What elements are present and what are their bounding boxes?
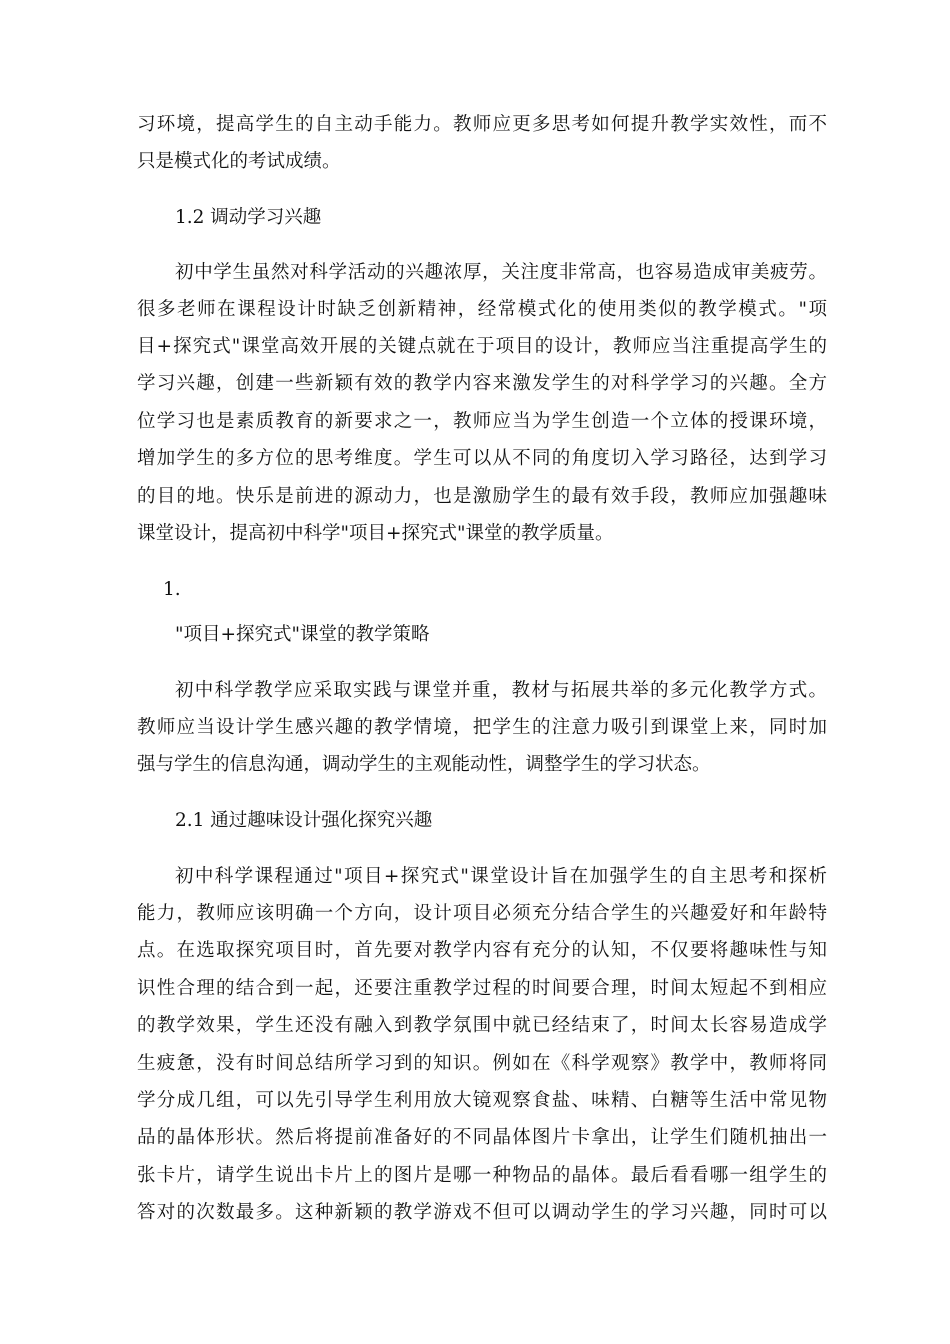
para-2-1-line-1: 初中科学课程通过"项目+探究式"课堂设计旨在加强学生的自主思考和探析 — [175, 866, 827, 887]
intro-line-2: 只是模式化的考试成绩。 — [137, 151, 341, 172]
para-1-2-line-5: 位学习也是素质教育的新要求之一，教师应当为学生创造一个立体的授课环境， — [137, 411, 827, 432]
heading-1-2: 1.2 调动学习兴趣 — [175, 207, 322, 228]
para-section-line-1: 初中科学教学应采取实践与课堂并重，教材与拓展共举的多元化教学方式。 — [175, 680, 827, 701]
para-2-1-line-9: 张卡片，请学生说出卡片上的图片是哪一种物品的晶体。最后看看哪一组学生的 — [137, 1165, 827, 1186]
para-2-1-line-3: 点。在选取探究项目时，首先要对教学内容有充分的认知，不仅要将趣味性与知 — [137, 940, 827, 961]
para-1-2-line-1: 初中学生虽然对科学活动的兴趣浓厚，关注度非常高，也容易造成审美疲劳。 — [175, 262, 827, 283]
section-number: 1. — [163, 579, 181, 600]
para-section-line-2: 教师应当设计学生感兴趣的教学情境，把学生的注意力吸引到课堂上来，同时加 — [137, 717, 827, 738]
para-1-2-line-4: 学习兴趣，创建一些新颖有效的教学内容来激发学生的对科学学习的兴趣。全方 — [137, 373, 827, 394]
para-1-2-line-3: 目+探究式"课堂高效开展的关键点就在于项目的设计，教师应当注重提高学生的 — [137, 336, 827, 357]
para-1-2-line-2: 很多老师在课程设计时缺乏创新精神，经常模式化的使用类似的教学模式。"项 — [137, 299, 827, 320]
para-2-1-line-5: 的教学效果，学生还没有融入到教学氛围中就已经结束了，时间太长容易造成学 — [137, 1015, 827, 1036]
para-2-1-line-4: 识性合理的结合到一起，还要注重教学过程的时间要合理，时间太短起不到相应 — [137, 978, 827, 999]
para-1-2-line-7: 的目的地。快乐是前进的源动力，也是激励学生的最有效手段，教师应加强趣味 — [137, 486, 827, 507]
para-2-1-line-7: 学分成几组，可以先引导学生利用放大镜观察食盐、味精、白糖等生活中常见物 — [137, 1090, 827, 1111]
section-title: "项目+探究式"课堂的教学策略 — [175, 624, 430, 645]
para-section-line-3: 强与学生的信息沟通，调动学生的主观能动性，调整学生的学习状态。 — [137, 754, 711, 775]
para-1-2-line-8: 课堂设计，提高初中科学"项目+探究式"课堂的教学质量。 — [137, 523, 614, 544]
para-1-2-line-6: 增加学生的多方位的思考维度。学生可以从不同的角度切入学习路径，达到学习 — [137, 448, 827, 469]
para-2-1-line-2: 能力，教师应该明确一个方向，设计项目必须充分结合学生的兴趣爱好和年龄特 — [137, 903, 827, 924]
para-2-1-line-6: 生疲惫，没有时间总结所学习到的知识。例如在《科学观察》教学中，教师将同 — [137, 1053, 827, 1074]
intro-line-1: 习环境，提高学生的自主动手能力。教师应更多思考如何提升教学实效性，而不 — [137, 114, 827, 135]
para-2-1-line-10: 答对的次数最多。这种新颖的教学游戏不但可以调动学生的学习兴趣，同时可以 — [137, 1202, 827, 1223]
heading-2-1: 2.1 通过趣味设计强化探究兴趣 — [175, 810, 433, 831]
para-2-1-line-8: 品的晶体形状。然后将提前准备好的不同晶体图片卡拿出，让学生们随机抽出一 — [137, 1127, 827, 1148]
